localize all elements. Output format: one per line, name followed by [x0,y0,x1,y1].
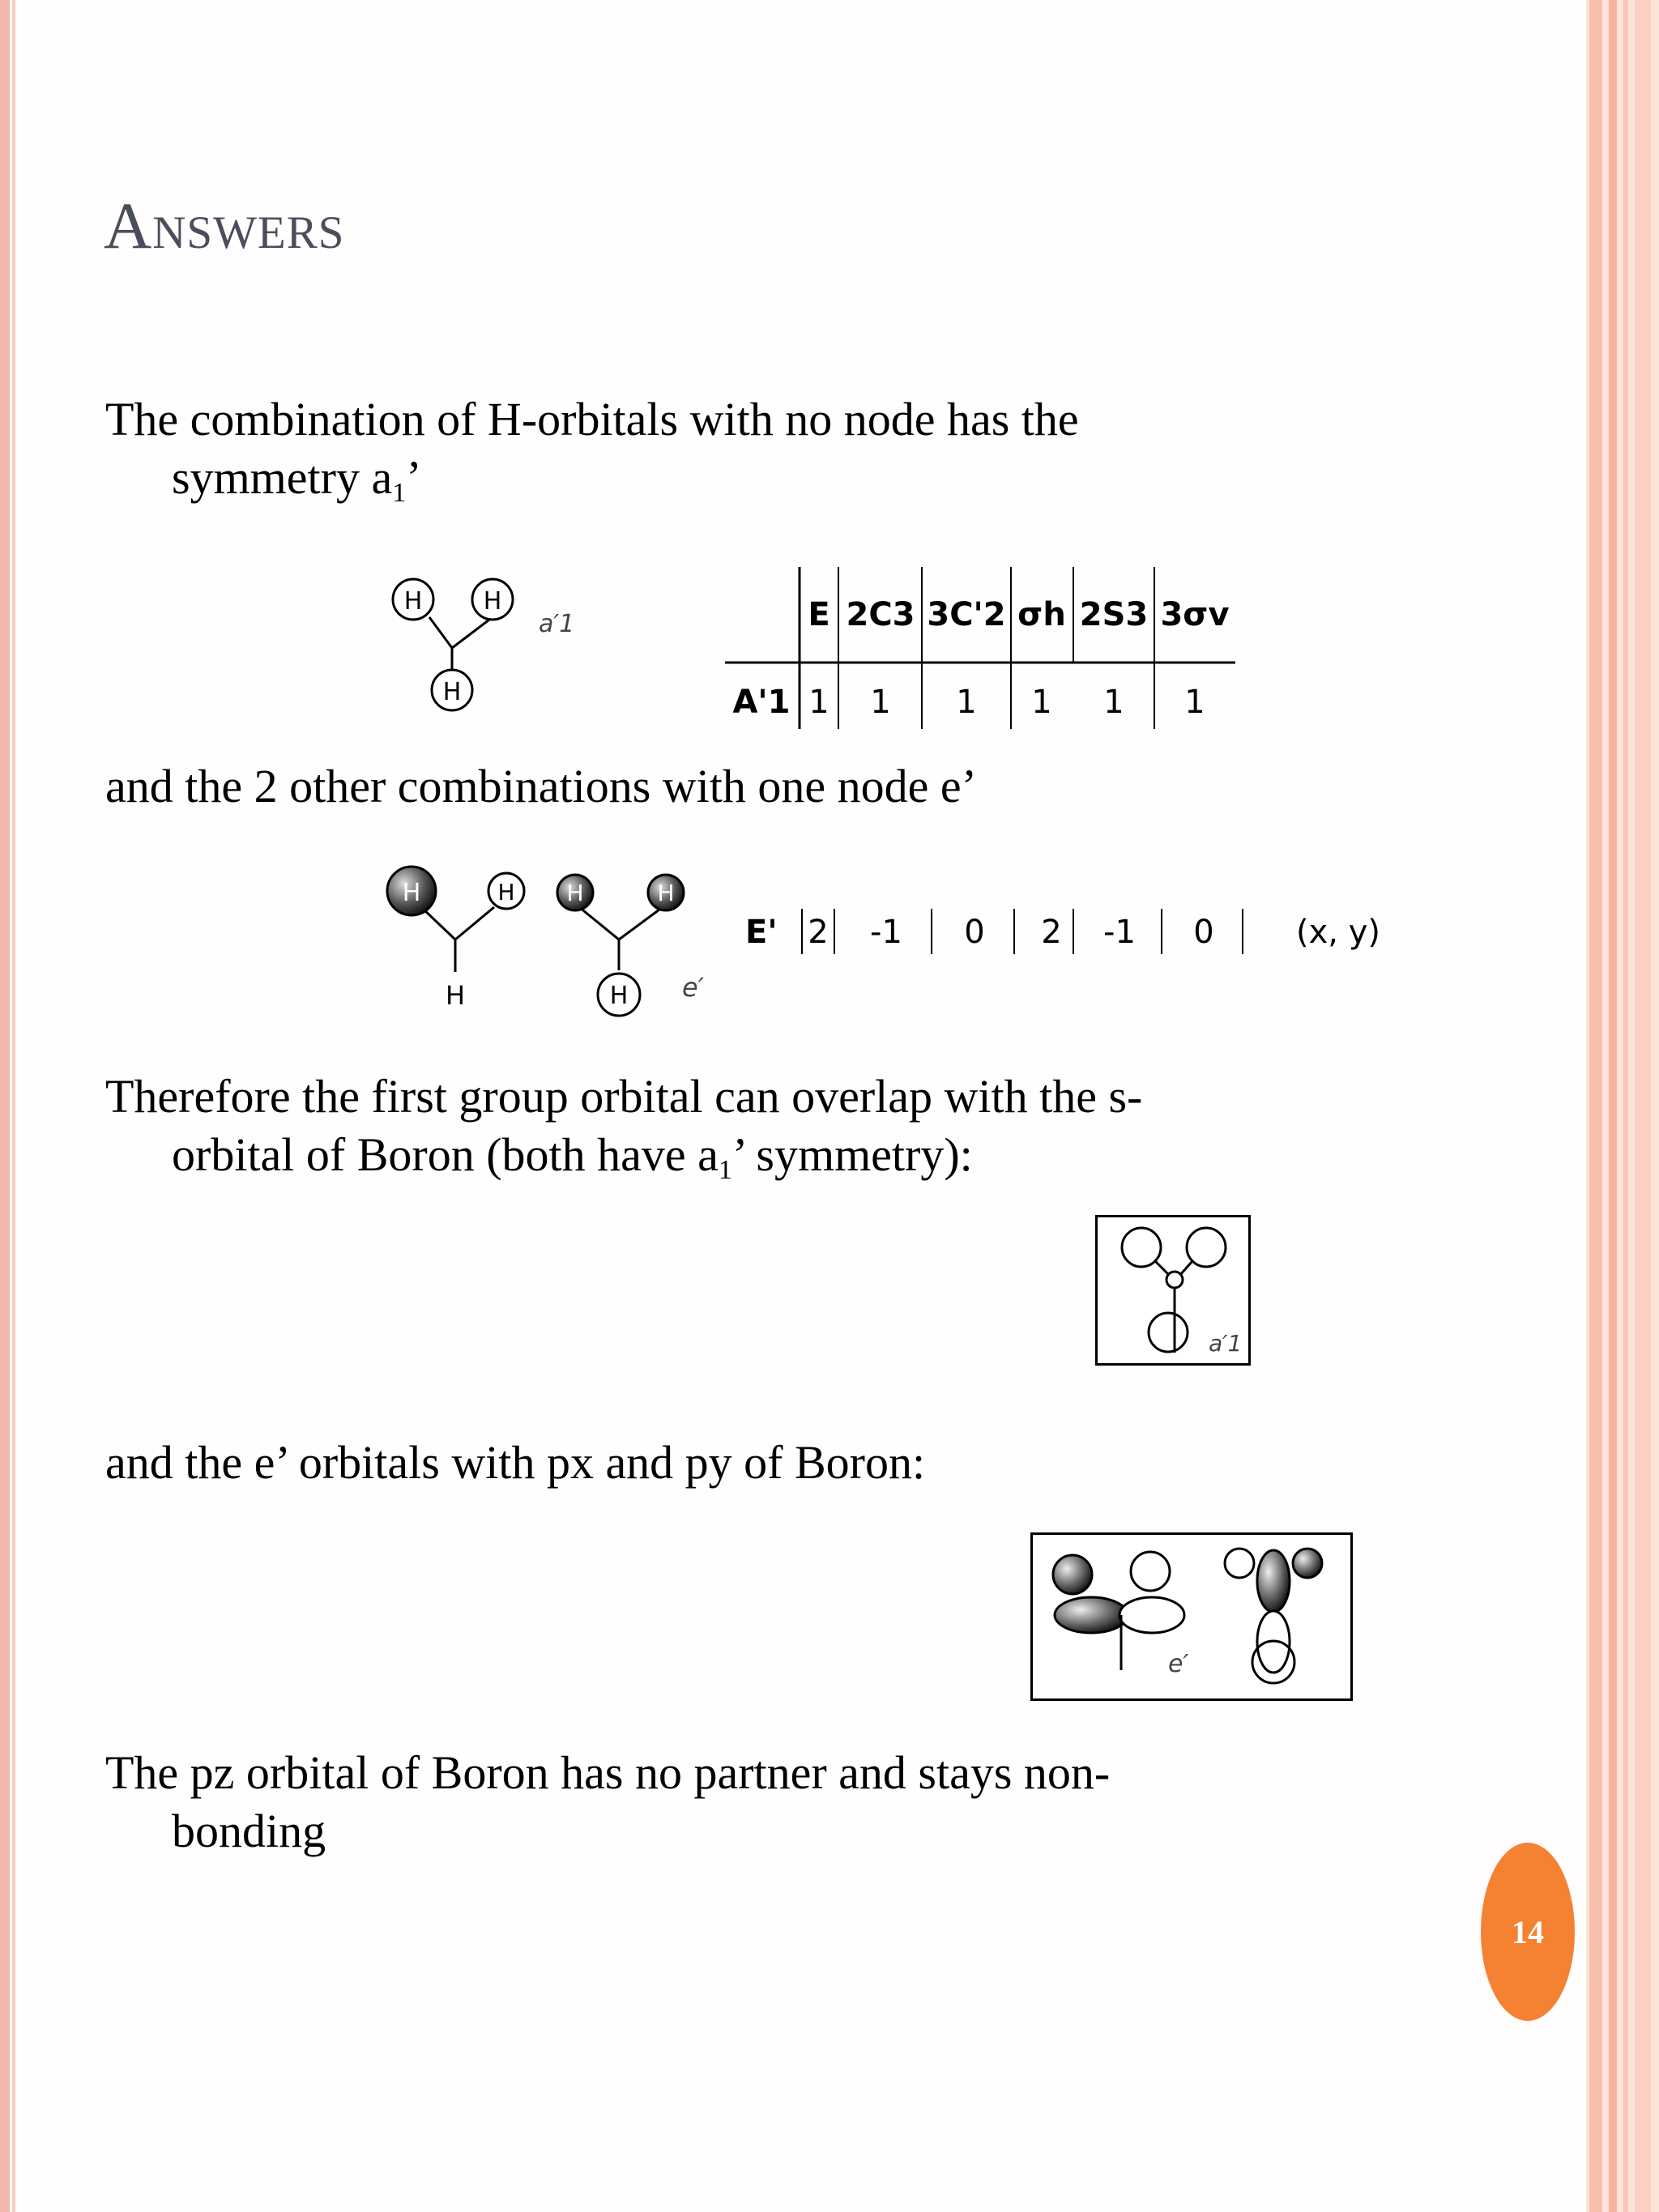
a1-value: 1 [956,684,977,721]
header-e: E [808,596,830,633]
e-value: 0 [964,914,985,951]
paragraph-p-overlap [105,1434,925,1492]
e-value: 0 [1193,914,1214,951]
p2-text: and the 2 other combinations with one node e’ [105,760,977,812]
header-3sigma-v: 3σv [1160,596,1230,633]
a1-value: 1 [808,684,830,721]
h-label: H [403,587,423,616]
p4-text: and the e’ orbitals with px and py of Boron: [105,1436,926,1489]
left-border-inner [12,0,15,2212]
a1-character-table [725,567,1243,737]
e-group-orbital-diagram [381,859,737,1021]
h-label: H [566,880,584,906]
header-2s3: 2S3 [1079,596,1149,633]
header-sigma-h: σh [1017,596,1066,633]
p5-line1: The pz orbital of Boron has no partner and stays non- [105,1746,1111,1799]
h-label: H [483,587,502,616]
slide-title: Answers [104,189,345,262]
h-label: H [657,880,675,906]
h-label: H [497,879,515,906]
p-orbital-overlap-diagram [1030,1532,1353,1701]
h-label: H [402,879,421,907]
h-label: H [445,980,466,1011]
paragraph-s-overlap [105,1068,1142,1200]
header-2c3: 2C3 [846,596,915,633]
e-value: 2 [1041,914,1062,951]
paragraph-pz-nonbonding [105,1744,1110,1860]
h-label: H [609,982,629,1010]
p5-line2: bonding [172,1805,326,1857]
p3-line1: Therefore the first group orbital can overlap with the s- [105,1070,1143,1123]
e-value: -1 [1103,914,1136,951]
a1-table-grid [725,567,1243,729]
paragraph-a1-intro [105,390,1079,522]
a1-value: 1 [1184,684,1205,721]
e-symmetry-label: e′ [1168,1650,1189,1678]
row-label-a1: A'1 [732,684,791,721]
row-label-e: E' [745,914,778,951]
a1-value: 1 [1103,684,1124,721]
e-symmetry-label: e′ [682,972,704,1003]
a1-value: 1 [1031,684,1052,721]
a1-group-orbital-diagram [381,567,575,713]
page-number-badge: 14 [1481,1843,1575,2021]
left-border [0,0,10,2212]
e-value: 2 [808,914,829,951]
paragraph-e-intro [105,757,977,816]
e-character-row [745,899,1393,964]
right-border [1586,0,1659,2212]
header-3c2: 3C'2 [927,596,1006,633]
p1-line2: symmetry $a_1$’ [172,451,422,508]
h-label: H [442,678,462,706]
a1-value: 1 [870,684,891,721]
p1-line1: The combination of H-orbitals with no node has the [105,393,1079,445]
a1-symmetry-label: a′1 [1209,1330,1243,1357]
a1-symmetry-label: a′1 [539,610,575,638]
s-orbital-overlap-diagram [1095,1215,1251,1366]
e-basis: (x, y) [1296,914,1380,951]
p3-line2: orbital of Boron (both have $a_1$’ symmetry): [172,1128,973,1185]
e-value: -1 [870,914,902,951]
